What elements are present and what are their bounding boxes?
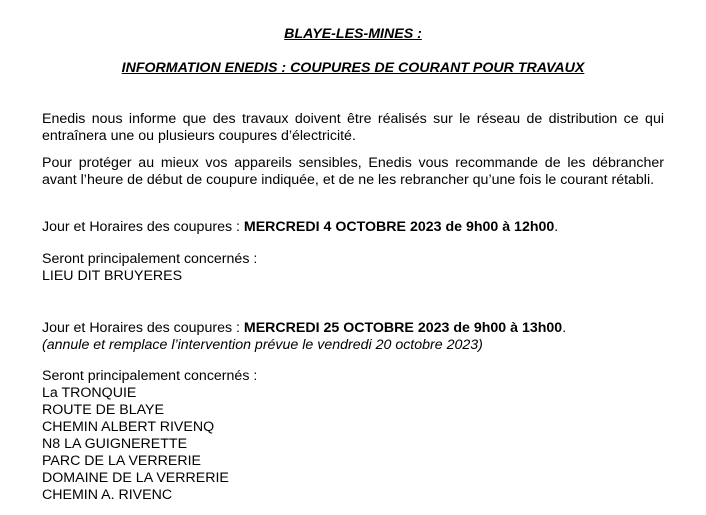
outage-1-schedule bbox=[42, 219, 558, 236]
place-item: DOMAINE DE LA VERRERIE bbox=[42, 470, 229, 486]
outage-1-place: LIEU DIT BRUYERES bbox=[42, 268, 183, 284]
place-item: PARC DE LA VERRERIE bbox=[42, 453, 201, 469]
outage-2-schedule bbox=[42, 320, 566, 337]
notice-heading: INFORMATION ENEDIS : COUPURES DE COURANT POUR TRAVAUX bbox=[121, 60, 585, 76]
schedule-end: . bbox=[554, 219, 559, 235]
outage-2-concerned-label: Seront principalement concernés : bbox=[42, 368, 258, 384]
place-item: N8 LA GUIGNERETTE bbox=[42, 436, 188, 452]
schedule-label: Jour et Horaires des coupures : bbox=[42, 219, 244, 235]
outage-2-note: (annule et remplace l’intervention prévue le vendredi 20 octobre 2023) bbox=[42, 337, 483, 353]
schedule-label: Jour et Horaires des coupures : bbox=[42, 320, 244, 336]
advice-paragraph: Pour protéger au mieux vos appareils sensibles, Enedis vous recommande de les débrancher avant l’heure de début de coupure indiquée, et de ne les rebrancher qu’une fois le courant rétabli. bbox=[42, 155, 664, 188]
schedule-date: MERCREDI 25 OCTOBRE 2023 de 9h00 à 13h00 bbox=[243, 320, 563, 336]
schedule-date: MERCREDI 4 OCTOBRE 2023 de 9h00 à 12h00 bbox=[243, 219, 555, 235]
place-item: La TRONQUIE bbox=[42, 385, 137, 401]
intro-paragraph: Enedis nous informe que des travaux doivent être réalisés sur le réseau de distribution ce qui entraînera une ou plusieurs coupures d’électricité. bbox=[42, 111, 664, 144]
schedule-end: . bbox=[562, 320, 567, 336]
town-heading: BLAYE-LES-MINES : bbox=[284, 26, 422, 42]
outage-2-places bbox=[42, 385, 229, 504]
place-item: ROUTE DE BLAYE bbox=[42, 402, 164, 418]
outage-1-concerned-label: Seront principalement concernés : bbox=[42, 251, 258, 267]
place-item: CHEMIN ALBERT RIVENQ bbox=[42, 419, 215, 435]
place-item: CHEMIN A. RIVENC bbox=[42, 487, 173, 503]
